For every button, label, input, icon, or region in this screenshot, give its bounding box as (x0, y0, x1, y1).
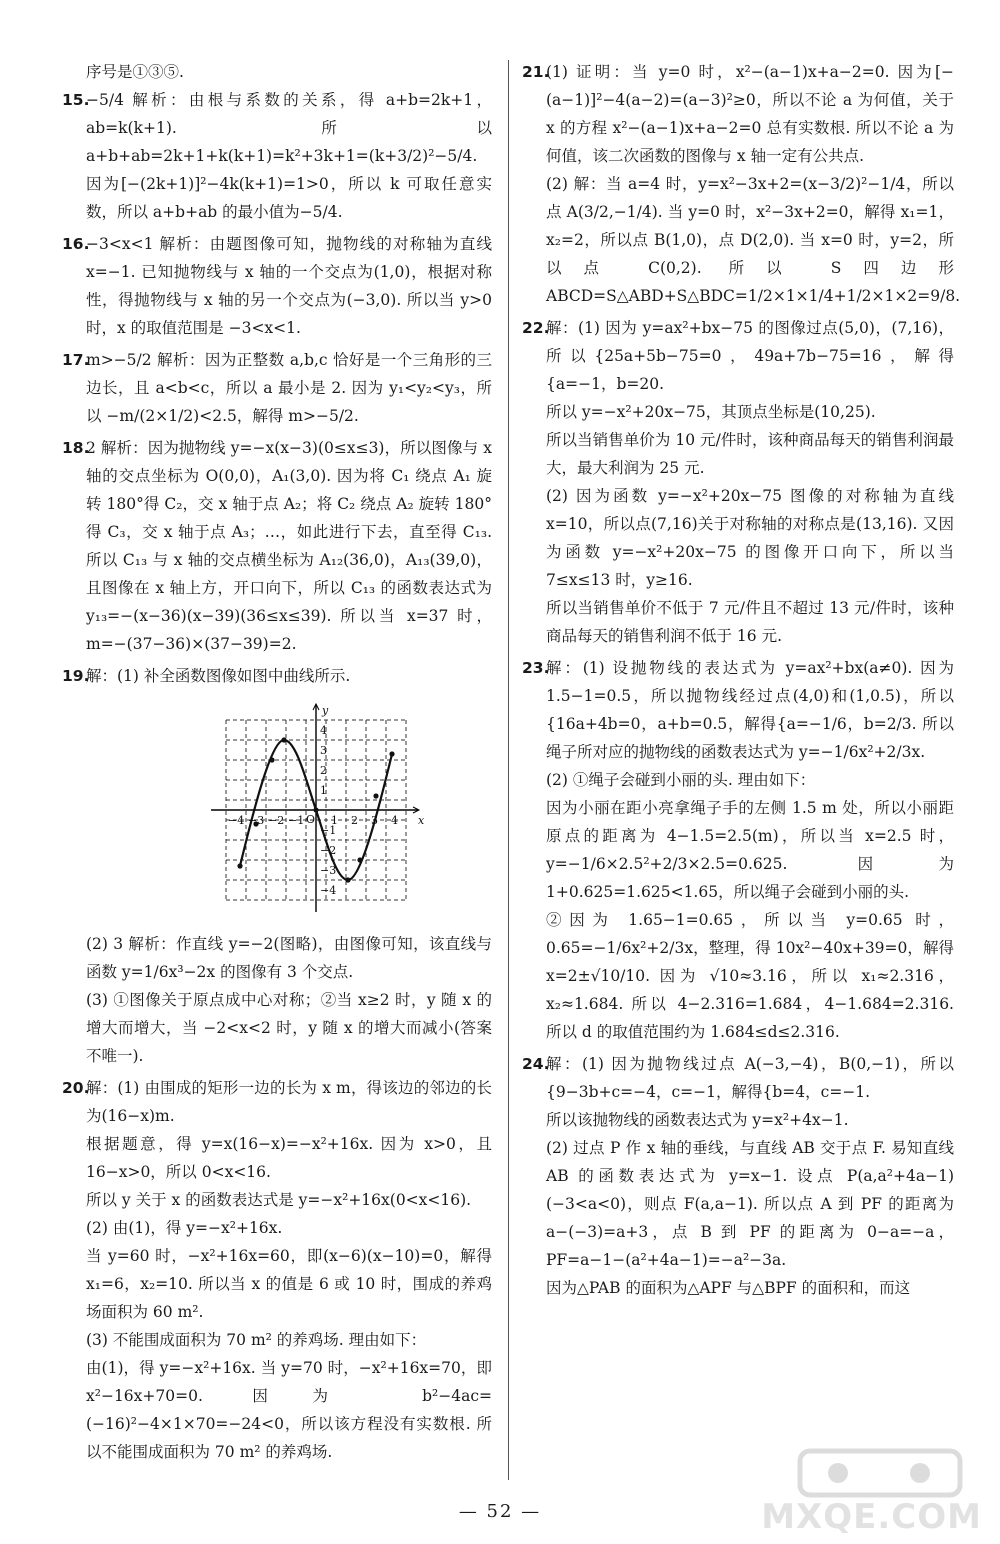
question-number: 21. (522, 63, 550, 81)
question-number: 22. (522, 319, 550, 337)
question-number: 24. (522, 1055, 550, 1073)
watermark-logo (760, 1445, 990, 1535)
x-tick: −4 (228, 814, 245, 827)
answer-part-1: (1) 证明：当 y=0 时，x²−(a−1)x+a−2=0. 因为[−(a−1)]²−4(a−2)=(a−3)²≥0，所以不论 a 为何值，关于 x 的方程 x²−(a−1)x+a−2=0 总有实数根. 所以不论 a 为何值，该二次函数的图像与 x 轴一定有公共点. (546, 63, 954, 165)
answer-line: 当 y=60 时，−x²+16x=60，即(x−6)(x−10)=0，解得 x₁=6，x₂=10. 所以当 x 的值是 6 或 10 时，围成的养鸡场面积为 60 m². (86, 1247, 492, 1321)
x-tick: −3 (248, 814, 265, 827)
answer-line: 解：(1) 因为抛物线过点 A(−3,−4)，B(0,−1)，所以{9−3b+c=−4，c=−1，解得{b=4，c=−1. (546, 1055, 954, 1101)
question-number: 18. (62, 439, 90, 457)
answer-line: 所以 y=−x²+20x−75，其顶点坐标是(10,25). (546, 403, 876, 421)
x-axis-label: x (418, 814, 425, 827)
question-19 (62, 662, 492, 1070)
question-15 (62, 86, 492, 226)
answer-line: 由(1)，得 y=−x²+16x. 当 y=70 时，−x²+16x=70，即 x²−16x+70=0. 因为 b²−4ac=(−16)²−4×1×70=−24<0，所以该方程没有实数根. 所以不能围成面积为 70 m² 的养鸡场. (86, 1359, 492, 1461)
y-tick: −2 (320, 844, 337, 857)
answer-part-1: 解：(1) 补全函数图像如图中曲线所示. (86, 667, 351, 685)
y-tick: −4 (320, 884, 337, 897)
answer-line: ②因为 1.65−1=0.65，所以当 y=0.65 时，0.65=−1/6x²+2/3x，整理，得 10x²−40x+39=0，解得 x=2±√10/10. 因为 √10≈3.16，所以 x₁≈2.316，x₂≈1.684. 所以 4−2.316=1.684，4−1.684=2.316. 所以 d 的取值范围约为 1.684≤d≤2.316. (546, 911, 954, 1041)
question-20 (62, 1074, 492, 1466)
answer-line: 因为小丽在距小亮拿绳子手的左侧 1.5 m 处，所以小丽距原点的距离为 4−1.5=2.5(m)，所以当 x=2.5 时，y=−1/6×2.5²+2/3×2.5=0.625. 因为 1+0.625=1.625<1.65，所以绳子会碰到小丽的头. (546, 799, 954, 901)
watermark-text: MXQE.COM (761, 1497, 982, 1537)
y-tick: −1 (320, 824, 337, 837)
answer-line: 解：(1) 由围成的矩形一边的长为 x m，得该边的邻边的长为(16−x)m. (86, 1079, 492, 1125)
question-text: m>−5/2 解析：因为正整数 a,b,c 恰好是一个三角形的三边长，且 a<b<c，所以 a 最小是 2. 因为 y₁<y₂<y₃，所以 −m/(2×1/2)<2.5，解得 m>−5/2. (86, 351, 492, 425)
origin-label: O (306, 813, 316, 826)
answer-line: (2) 过点 P 作 x 轴的垂线，与直线 AB 交于点 F. 易知直线 AB 的函数表达式为 y=x−1. 设点 P(a,a²+4a−1)(−3<a<0)，则点 F(a,a−1). 所以点 A 到 PF 的距离为 a−(−3)=a+3，点 B 到 PF 的距离为 0−a=−a，PF=a−1−(a²+4a−1)=−a²−3a. (546, 1139, 954, 1269)
answer-part-2: (2) 解：当 a=4 时，y=x²−3x+2=(x−3/2)²−1/4，所以点 A(3/2,−1/4). 当 y=0 时，x²−3x+2=0，解得 x₁=1，x₂=2，所以点 B(1,0)，点 D(2,0). 当 x=0 时，y=2，所以点 C(0,2). 所以 S四边形ABCD=S△ABD+S△BDC=1/2×1×1/4+1/2×1×2=9/8. (546, 175, 961, 305)
answer-line: (2) 因为函数 y=−x²+20x−75 图像的对称轴为直线 x=10，所以点(7,16)关于对称轴的对称点是(13,16). 又因为函数 y=−x²+20x−75 的图像开口向下，所以当 7≤x≤13 时，y≥16. (546, 487, 954, 589)
y-tick: 2 (320, 764, 327, 777)
answer-line: (2) ①绳子会碰到小丽的头. 理由如下： (546, 771, 816, 789)
x-tick: 1 (331, 814, 338, 827)
answer-line: 所以该抛物线的函数表达式为 y=x²+4x−1. (546, 1111, 849, 1129)
question-number: 23. (522, 659, 550, 677)
y-tick: 4 (320, 724, 327, 737)
x-tick: −1 (288, 814, 305, 827)
answer-part-3: (3) ①图像关于原点成中心对称；②当 x≥2 时，y 随 x 的增大而增大，当 −2<x<2 时，y 随 x 的增大而减小(答案不唯一). (86, 991, 492, 1065)
answer-line: 所以当销售单价为 10 元/件时，该种商品每天的销售利润最大，最大利润为 25 元. (546, 431, 954, 477)
answer-line: 所以当销售单价不低于 7 元/件且不超过 13 元/件时，该种商品每天的销售利润不低于 16 元. (546, 599, 954, 645)
question-text: 2 解析：因为抛物线 y=−x(x−3)(0≤x≤3)，所以图像与 x 轴的交点坐标为 O(0,0)，A₁(3,0). 因为将 C₁ 绕点 A₁ 旋转 180°得 C₂，交 x 轴于点 A₂；将 C₂ 绕点 A₂ 旋转 180°得 C₃，交 x 轴于点 A₃；…，如此进行下去，直至得 C₁₃. 所以 C₁₃ 与 x 轴的交点横坐标为 A₁₂(36,0)，A₁₃(39,0)，且图像在 x 轴上方，开口向下，所以 C₁₃ 的函数表达式为 y₁₃=−(x−36)(x−39)(36≤x≤39). 所以当 x=37 时，m=−(37−36)×(37−39)=2. (86, 439, 492, 653)
page-number: — 52 — (458, 1501, 542, 1522)
question-number: 19. (62, 667, 90, 685)
column-divider (508, 60, 509, 1480)
answer-line: 所以 y 关于 x 的函数表达式是 y=−x²+16x(0<x<16). (86, 1191, 472, 1209)
answer-line: 解：(1) 因为 y=ax²+bx−75 的图像过点(5,0)，(7,16)，所以{25a+5b−75=0，49a+7b−75=16，解得{a=−1，b=20. (546, 319, 954, 393)
answer-line: (2) 由(1)，得 y=−x²+16x. (86, 1219, 283, 1237)
question-18 (62, 434, 492, 658)
answer-line: 根据题意，得 y=x(16−x)=−x²+16x. 因为 x>0，且 16−x>0，所以 0<x<16. (86, 1135, 492, 1181)
y-tick: −3 (320, 864, 337, 877)
question-22 (522, 314, 954, 650)
x-tick: −2 (268, 814, 285, 827)
answer-line: 因为△PAB 的面积为△APF 与△BPF 的面积和，而这 (546, 1279, 911, 1297)
x-tick: 4 (391, 814, 398, 827)
question-17 (62, 346, 492, 430)
x-tick: 3 (371, 814, 378, 827)
right-column (522, 58, 961, 1306)
x-tick: 2 (351, 814, 358, 827)
question-number: 20. (62, 1079, 90, 1097)
question-23 (522, 654, 954, 1046)
y-axis-label: y (322, 704, 329, 717)
question-text: −3<x<1 解析：由题图像可知，抛物线的对称轴为直线 x=−1. 已知抛物线与 x 轴的一个交点为(1,0)，根据对称性，得抛物线与 x 轴的另一个交点为(−3,0). 所以当 y>0 时，x 的取值范围是 −3<x<1. (86, 235, 492, 337)
y-tick: 1 (320, 784, 327, 797)
function-graph (206, 700, 426, 920)
question-24 (522, 1050, 954, 1302)
intro-line: 序号是①③⑤. (86, 63, 184, 81)
answer-line: 解：(1) 设抛物线的表达式为 y=ax²+bx(a≠0). 因为 1.5−1=0.5，所以抛物线经过点(4,0)和(1,0.5)，所以{16a+4b=0，a+b=0.5，解得{a=−1/6，b=2/3. 所以绳子所对应的抛物线的函数表达式为 y=−1/6x²+2/3x. (546, 659, 954, 761)
answer-part-2: (2) 3 解析：作直线 y=−2(图略)，由图像可知，该直线与函数 y=1/6x³−2x 的图像有 3 个交点. (86, 935, 492, 981)
left-column (62, 58, 492, 1470)
question-number: 16. (62, 235, 90, 253)
question-number: 15. (62, 91, 90, 109)
question-16 (62, 230, 492, 342)
y-tick: 3 (320, 744, 327, 757)
question-number: 17. (62, 351, 90, 369)
answer-line: (3) 不能围成面积为 70 m² 的养鸡场. 理由如下： (86, 1331, 427, 1349)
question-21 (522, 58, 961, 310)
question-text: −5/4 解析：由根与系数的关系，得 a+b=2k+1，ab=k(k+1). 所以 a+b+ab=2k+1+k(k+1)=k²+3k+1=(k+3/2)²−5/4. 因为[−(2k+1)]²−4k(k+1)=1>0，所以 k 可取任意实数，所以 a+b+ab 的最小值为−5/4. (86, 91, 492, 221)
